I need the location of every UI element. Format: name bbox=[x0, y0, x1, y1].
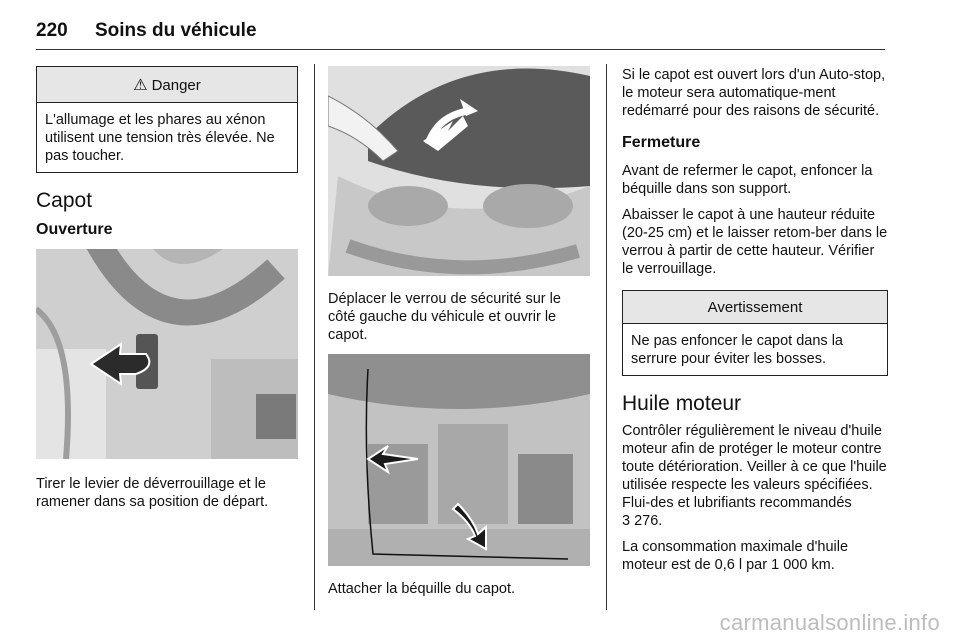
figure-hood-latch bbox=[328, 66, 590, 276]
column-2 bbox=[328, 66, 590, 606]
warning-text: Ne pas enfoncer le capot dans la serrure pour éviter les bosses. bbox=[631, 333, 843, 367]
column-divider-2 bbox=[606, 64, 607, 610]
subheading-fermeture: Fermeture bbox=[622, 134, 701, 151]
cross-reference[interactable]: 3 276. bbox=[622, 513, 663, 529]
column-3 bbox=[622, 66, 888, 582]
para-oil-1: Contrôler régulièrement le niveau d'huile moteur afin de protéger le moteur contre toute détérioration. Veiller à ce que l'huile utilisée respecte les valeurs spécifiées. Flui-des et lubrifiants recommandés bbox=[622, 423, 887, 511]
warning-box bbox=[622, 290, 888, 376]
page-number: 220 bbox=[36, 20, 68, 41]
danger-title-bar bbox=[37, 67, 297, 103]
page-header bbox=[36, 20, 257, 42]
page-title: Soins du véhicule bbox=[94, 20, 257, 41]
caption-hood-prop: Attacher la béquille du capot. bbox=[328, 581, 516, 597]
warning-title: Avertissement bbox=[623, 291, 887, 324]
caption-hood-latch: Déplacer le verrou de sécurité sur le côté gauche du véhicule et ouvrir le capot. bbox=[328, 291, 561, 343]
warning-triangle-icon: ⚠ bbox=[133, 77, 148, 94]
column-1 bbox=[36, 66, 298, 519]
section-heading-capot: Capot bbox=[36, 189, 93, 212]
para-oil-consumption: La consommation maximale d'huile moteur est de 0,6 l par 1 000 km. bbox=[622, 539, 849, 573]
figure-release-lever bbox=[36, 249, 298, 459]
watermark: carmanualsonline.info bbox=[719, 610, 940, 635]
danger-title: Danger bbox=[151, 77, 201, 94]
column-divider-1 bbox=[314, 64, 315, 610]
subheading-ouverture: Ouverture bbox=[36, 221, 113, 238]
caption-release-lever: Tirer le levier de déverrouillage et le ramener dans sa position de départ. bbox=[36, 476, 269, 510]
danger-box bbox=[36, 66, 298, 173]
para-closing-1: Avant de refermer le capot, enfoncer la béquille dans son support. bbox=[622, 163, 873, 197]
para-closing-2: Abaisser le capot à une hauteur réduite (20-25 cm) et le laisser retom-ber dans le verrou à partir de cette hauteur. Vérifier le verrouillage. bbox=[622, 207, 888, 277]
header-rule bbox=[36, 49, 885, 50]
para-auto-stop: Si le capot est ouvert lors d'un Auto-stop, le moteur sera automatique-ment redémarré pour des raisons de sécurité. bbox=[622, 67, 886, 119]
figure-hood-prop bbox=[328, 354, 590, 566]
section-heading-huile-moteur: Huile moteur bbox=[622, 392, 742, 415]
danger-text: L'allumage et les phares au xénon utilisent une tension très élevée. Ne pas toucher. bbox=[45, 112, 275, 164]
